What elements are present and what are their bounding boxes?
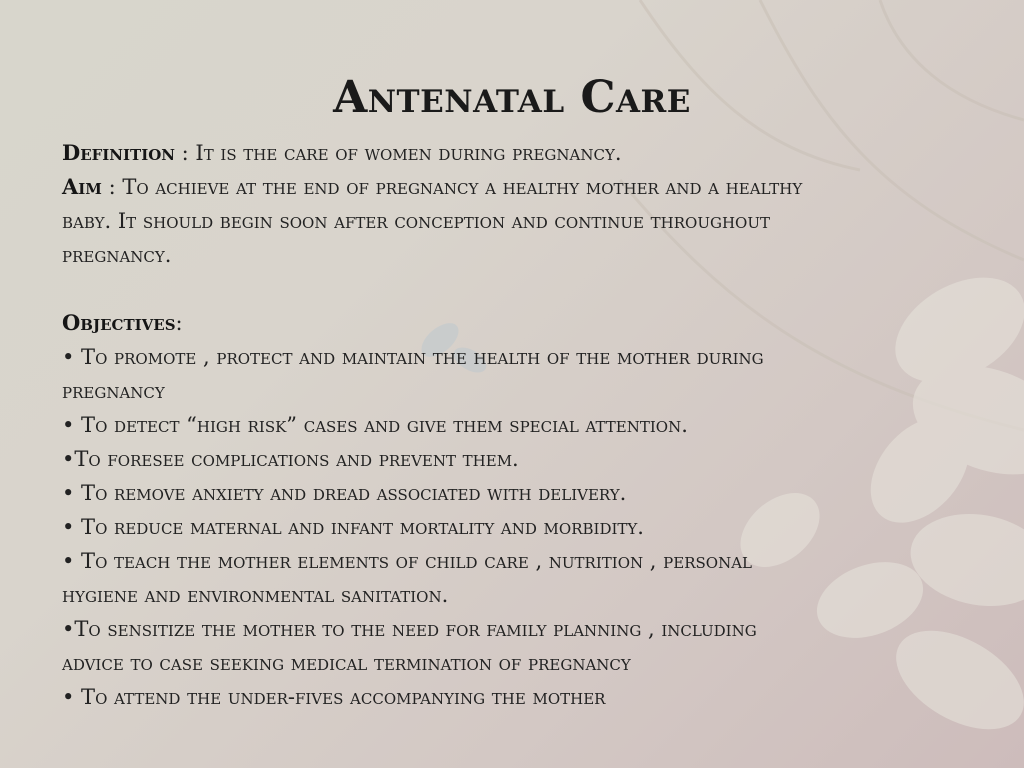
- objectives-heading: [62, 306, 962, 340]
- aim-text-1: : To achieve at the end of pregnancy a healthy mother and a healthy: [101, 175, 803, 199]
- objective-line: • To teach the mother elements of child care , nutrition , personal: [62, 549, 752, 573]
- objective-line: • To attend the under-fives accompanying the mother: [62, 685, 606, 709]
- objectives-colon: :: [175, 311, 183, 335]
- definition-text: : It is the care of women during pregnancy.: [175, 141, 622, 165]
- objective-line: • To reduce maternal and infant mortality and morbidity.: [62, 515, 644, 539]
- definition-line: [62, 136, 962, 170]
- aim-line-3: pregnancy.: [62, 243, 172, 267]
- objective-line: •To foresee complications and prevent them.: [62, 447, 519, 471]
- objective-line: hygiene and environmental sanitation.: [62, 583, 449, 607]
- objectives-label: Objectives: [62, 310, 176, 335]
- definition-label: Definition: [62, 140, 175, 165]
- objective-line: • To detect “high risk” cases and give them special attention.: [62, 413, 688, 437]
- slide-title: Antenatal Care: [333, 72, 691, 123]
- objective-line: • To promote , protect and maintain the health of the mother during: [62, 345, 764, 369]
- objective-line: pregnancy: [62, 379, 165, 403]
- objective-line: •To sensitize the mother to the need for family planning , including: [62, 617, 757, 641]
- aim-label: Aim: [62, 174, 102, 199]
- objective-line: • To remove anxiety and dread associated with delivery.: [62, 481, 627, 505]
- spacer: [62, 272, 962, 306]
- aim-line-2: baby. It should begin soon after conception and continue throughout: [62, 209, 770, 233]
- objective-line: advice to case seeking medical termination of pregnancy: [62, 651, 631, 675]
- slide-body: [62, 136, 962, 714]
- aim-line-1: [62, 170, 962, 204]
